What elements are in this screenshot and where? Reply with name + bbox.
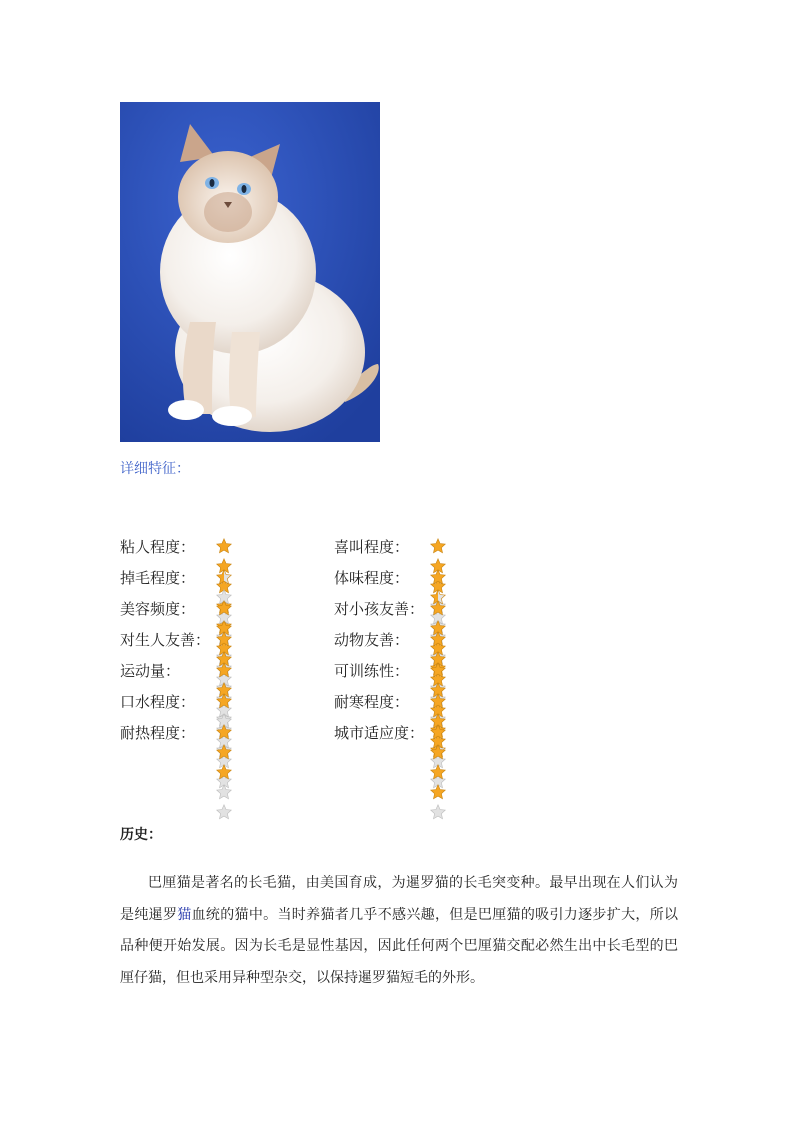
star-icon (430, 631, 446, 647)
rating-label: 体味程度： (334, 569, 410, 587)
detail-heading: 详细特征： (120, 461, 190, 477)
rating-label: 美容频度： (120, 600, 196, 618)
star-icon (430, 784, 446, 800)
star-rating (216, 724, 232, 824)
star-icon (430, 804, 446, 820)
star-icon (430, 764, 446, 780)
rating-label: 对生人友善： (120, 631, 211, 649)
star-rating (430, 724, 446, 824)
history-heading: 历史： (120, 827, 162, 843)
rating-label: 可训练性： (334, 662, 410, 680)
rating-row (120, 718, 540, 749)
rating-label: 运动量： (120, 662, 181, 680)
star-icon (216, 569, 232, 585)
star-icon (430, 600, 446, 616)
rating-label: 城市适应度： (334, 724, 425, 742)
rating-label: 耐寒程度： (334, 693, 410, 711)
rating-row (120, 656, 540, 687)
star-icon (430, 693, 446, 709)
rating-row (120, 687, 540, 718)
ratings-table (120, 532, 540, 749)
history-text-1: 巴厘猫是著名的长毛猫，由美国育成，为暹罗猫的长毛突变种。最早出现在人们认为是纯暹罗 (120, 875, 678, 923)
rating-label: 动物友善： (334, 631, 410, 649)
star-icon (216, 600, 232, 616)
rating-row (120, 563, 540, 594)
rating-label: 喜叫程度： (334, 538, 410, 556)
star-icon (216, 662, 232, 678)
star-icon (216, 804, 232, 820)
star-icon (216, 764, 232, 780)
rating-row (120, 594, 540, 625)
rating-label: 粘人程度： (120, 538, 196, 556)
history-text-2: 血统的猫中。当时养猫者几乎不感兴趣，但是巴厘猫的吸引力逐步扩大，所以品种便开始发展。因为长毛是显性基因，因此任何两个巴厘猫交配必然生出中长毛型的巴厘仔猫，但也采用异种型杂交，以保持暹罗猫短毛的外形。 (120, 906, 679, 986)
rating-label: 耐热程度： (120, 724, 196, 742)
history-link[interactable]: 猫 (177, 906, 192, 923)
star-icon (216, 693, 232, 709)
star-icon (216, 538, 232, 554)
rating-label: 口水程度： (120, 693, 196, 711)
rating-label: 对小孩友善： (334, 600, 425, 618)
star-icon (430, 662, 446, 678)
rating-row (120, 532, 540, 563)
star-icon (430, 744, 446, 760)
cat-photo (120, 102, 380, 442)
history-paragraph (120, 868, 678, 994)
star-icon (216, 631, 232, 647)
star-icon (430, 569, 446, 585)
star-icon (430, 538, 446, 554)
star-icon (216, 784, 232, 800)
star-icon (430, 724, 446, 740)
star-icon (216, 724, 232, 740)
star-icon (216, 744, 232, 760)
rating-row (120, 625, 540, 656)
rating-label: 掉毛程度： (120, 569, 196, 587)
